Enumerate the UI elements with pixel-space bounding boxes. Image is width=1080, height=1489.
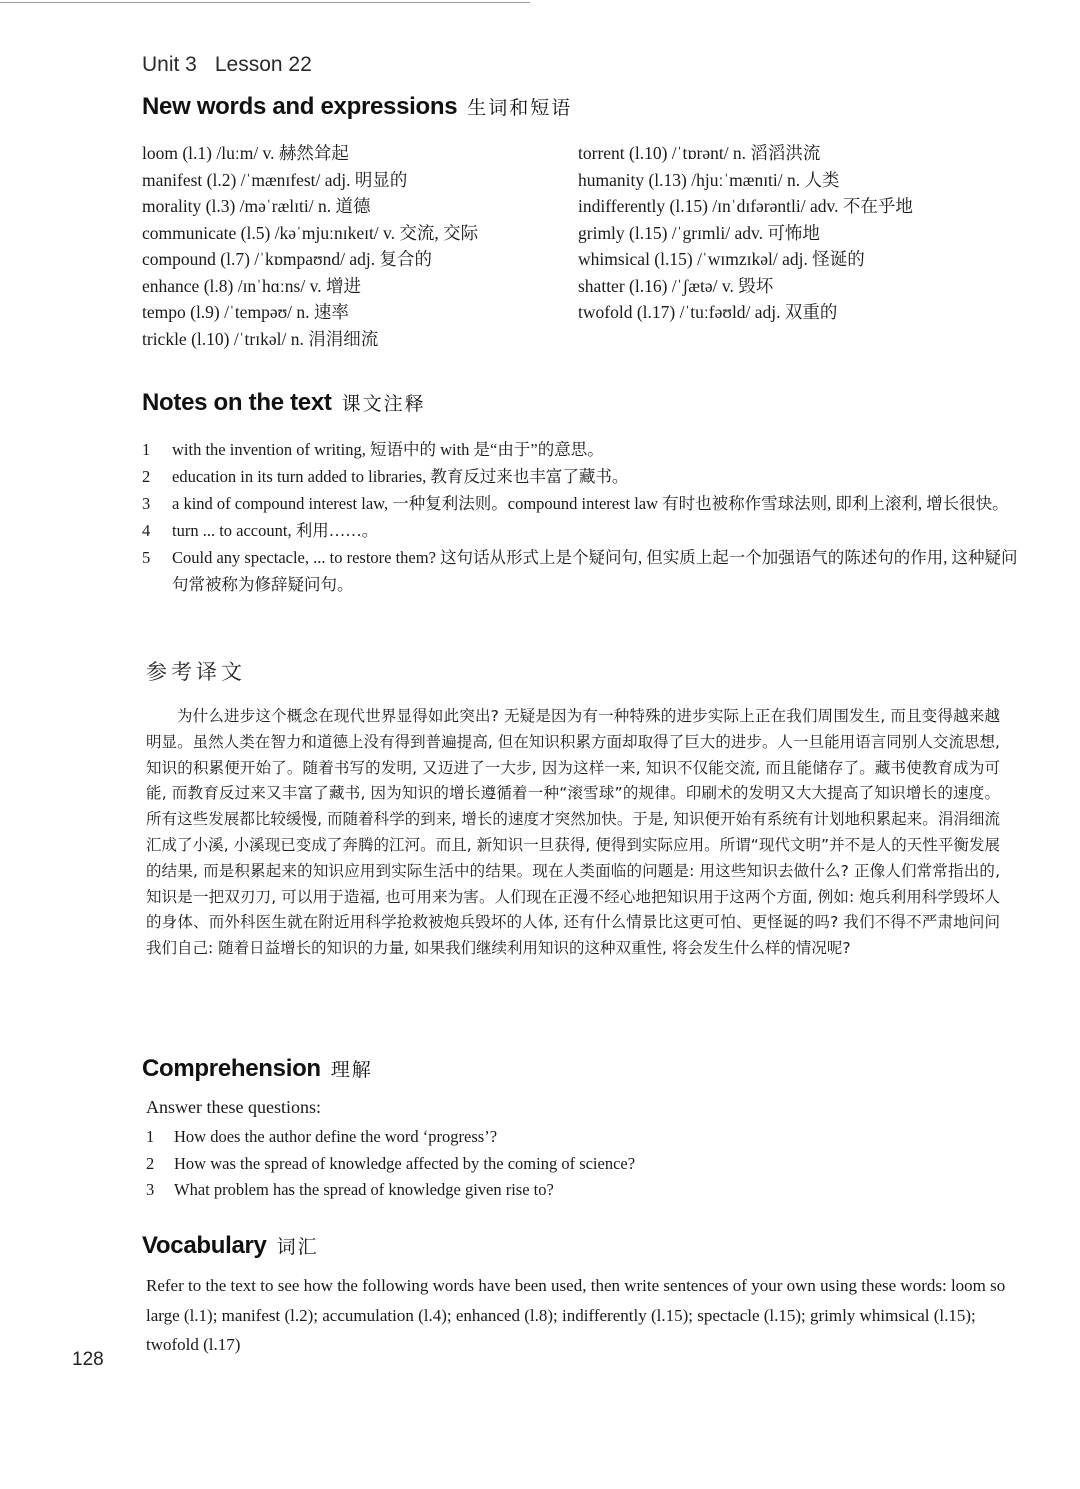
new-words-title: New words and expressions (142, 93, 458, 120)
comprehension-title-cn: 理解 (330, 1059, 373, 1081)
note-item (142, 436, 1022, 463)
word-entry: morality (l.3) /məˈrælɪti/ n. 道德 (142, 196, 371, 216)
question-item (146, 1124, 635, 1151)
unit-lesson-header (142, 53, 312, 77)
vocabulary-instructions: Refer to the text to see how the following words have been used, then write sentences of your own using these words: loom so large (l.1); manifest (l.2); accumulation (l.4); enhanced (l.8); indifferently (l.15); spectacle (l.15); grimly whimsical (l.15); twofold (l.17) (146, 1276, 1006, 1354)
comprehension-heading (142, 1055, 373, 1083)
word-entry: humanity (l.13) /hjuːˈmænɪti/ n. 人类 (578, 169, 840, 190)
lesson-label: Lesson 22 (214, 53, 312, 76)
note-number: 2 (142, 467, 151, 486)
question-text: How was the spread of knowledge affected by the coming of science? (174, 1153, 636, 1173)
word-entry: enhance (l.8) /ɪnˈhɑːns/ v. 增进 (142, 275, 361, 296)
note-number: 4 (142, 521, 151, 540)
notes-list (142, 436, 1022, 598)
word-entry: twofold (l.17) /ˈtuːfəʊld/ adj. 双重的 (578, 302, 838, 322)
question-text: What problem has the spread of knowledge given rise to? (174, 1180, 554, 1199)
question-number: 2 (146, 1153, 155, 1173)
new-words-title-cn: 生词和短语 (467, 97, 573, 119)
question-item (146, 1151, 635, 1178)
word-entry: loom (l.1) /luːm/ v. 赫然耸起 (142, 143, 349, 163)
notes-heading (142, 389, 426, 417)
note-item (142, 463, 1022, 490)
word-entry: manifest (l.2) /ˈmænɪfest/ adj. 明显的 (142, 169, 408, 190)
word-entry: compound (l.7) /ˈkɒmpaʊnd/ adj. 复合的 (142, 249, 432, 269)
new-words-heading (142, 93, 572, 121)
word-entry: whimsical (l.15) /ˈwɪmzɪkəl/ adj. 怪诞的 (578, 249, 865, 269)
note-item (142, 490, 1022, 517)
note-text: a kind of compound interest law, 一种复利法则。compound interest law 有时也被称作雪球法则, 即利上滚利, 增长很快。 (172, 494, 1009, 513)
word-entry: tempo (l.9) /ˈtempəʊ/ n. 速率 (142, 302, 349, 322)
notes-title-cn: 课文注释 (341, 393, 426, 415)
page-number: 128 (72, 1349, 104, 1370)
vocabulary-title: Vocabulary (142, 1232, 267, 1259)
word-list-left (142, 140, 478, 352)
word-entry: trickle (l.10) /ˈtrɪkəl/ n. 涓涓细流 (142, 328, 379, 349)
top-rule (0, 2, 530, 3)
note-number: 5 (142, 548, 151, 567)
notes-title: Notes on the text (142, 389, 332, 416)
question-number: 3 (146, 1180, 155, 1199)
reference-translation-heading: 参考译文 (146, 660, 246, 684)
word-entry: communicate (l.5) /kəˈmjuːnɪkeɪt/ v. 交流, 交际 (142, 222, 479, 243)
note-text: turn ... to account, 利用……。 (172, 521, 379, 540)
unit-label: Unit 3 (142, 53, 197, 76)
note-item (142, 544, 1022, 598)
note-number: 1 (142, 440, 151, 459)
reference-translation-text: 为什么进步这个概念在现代世界显得如此突出? 无疑是因为有一种特殊的进步实际上正在我们周围发生, 而且变得越来越明显。虽然人类在智力和道德上没有得到普遍提高, 但在知识积累方面却取得了巨大的进步。人一旦能用语言同别人交流思想, 知识的积累便开始了。随着书写的发明, 又迈进了一大步, 因为这样一来, 知识不仅能交流, 而且能储存了。藏书使教育成为可能, 而教育反过来又丰富了藏书, 因为知识的增长遵循着一种“滚雪球”的规律。印刷术的发明又大大提高了知识增长的速度。所有这些发展都比较缓慢, 而随着科学的到来, 增长的速度才突然加快。于是, 知识便开始有系统有计划地积累起来。涓涓细流汇成了小溪, 小溪现已变成了奔腾的江河。而且, 新知识一旦获得, 便得到实际应用。所谓“现代文明”并不是人的天性平衡发展的结果, 而是积累起来的知识应用到实际生活中的结果。现在人类面临的问题是: 用这些知识去做什么? 正像人们常常指出的, 知识是一把双刃刀, 可以用于造福, 也可用来为害。人们现在正漫不经心地把知识用于这两个方面, 例如: 炮兵利用科学毁坏人的身体、而外科医生就在附近用科学抢救被炮兵毁坏的人体, 还有什么情景比这更可怕、更怪诞的吗? 我们不得不严肃地问问我们自己: 随着日益增长的知识的力量, 如果我们继续利用知识的这种双重性, 将会发生什么样的情况呢? (146, 707, 1000, 958)
note-text: Could any spectacle, ... to restore them? 这句话从形式上是个疑问句, 但实质上起一个加强语气的陈述句的作用, 这种疑问句常被称为修辞疑问句。 (172, 548, 1018, 594)
word-entry: shatter (l.16) /ˈʃætə/ v. 毁坏 (578, 275, 774, 296)
word-list-right (578, 140, 913, 326)
comprehension-questions (146, 1124, 635, 1204)
comprehension-title: Comprehension (142, 1055, 321, 1082)
comprehension-intro: Answer these questions: (146, 1097, 321, 1117)
note-item (142, 517, 1022, 544)
question-number: 1 (146, 1127, 155, 1146)
word-entry: torrent (l.10) /ˈtɒrənt/ n. 滔滔洪流 (578, 143, 821, 163)
question-item (146, 1177, 635, 1204)
note-text: with the invention of writing, 短语中的 with 是“由于”的意思。 (172, 440, 604, 459)
question-text: How does the author define the word ‘progress’? (174, 1127, 498, 1146)
note-number: 3 (142, 494, 151, 513)
vocabulary-title-cn: 词汇 (276, 1236, 319, 1258)
vocabulary-heading (142, 1232, 319, 1260)
word-entry: grimly (l.15) /ˈgrɪmli/ adv. 可怖地 (578, 222, 820, 243)
word-entry: indifferently (l.15) /ɪnˈdɪfərəntli/ adv. 不在乎地 (578, 196, 913, 216)
note-text: education in its turn added to libraries, 教育反过来也丰富了藏书。 (172, 467, 629, 486)
